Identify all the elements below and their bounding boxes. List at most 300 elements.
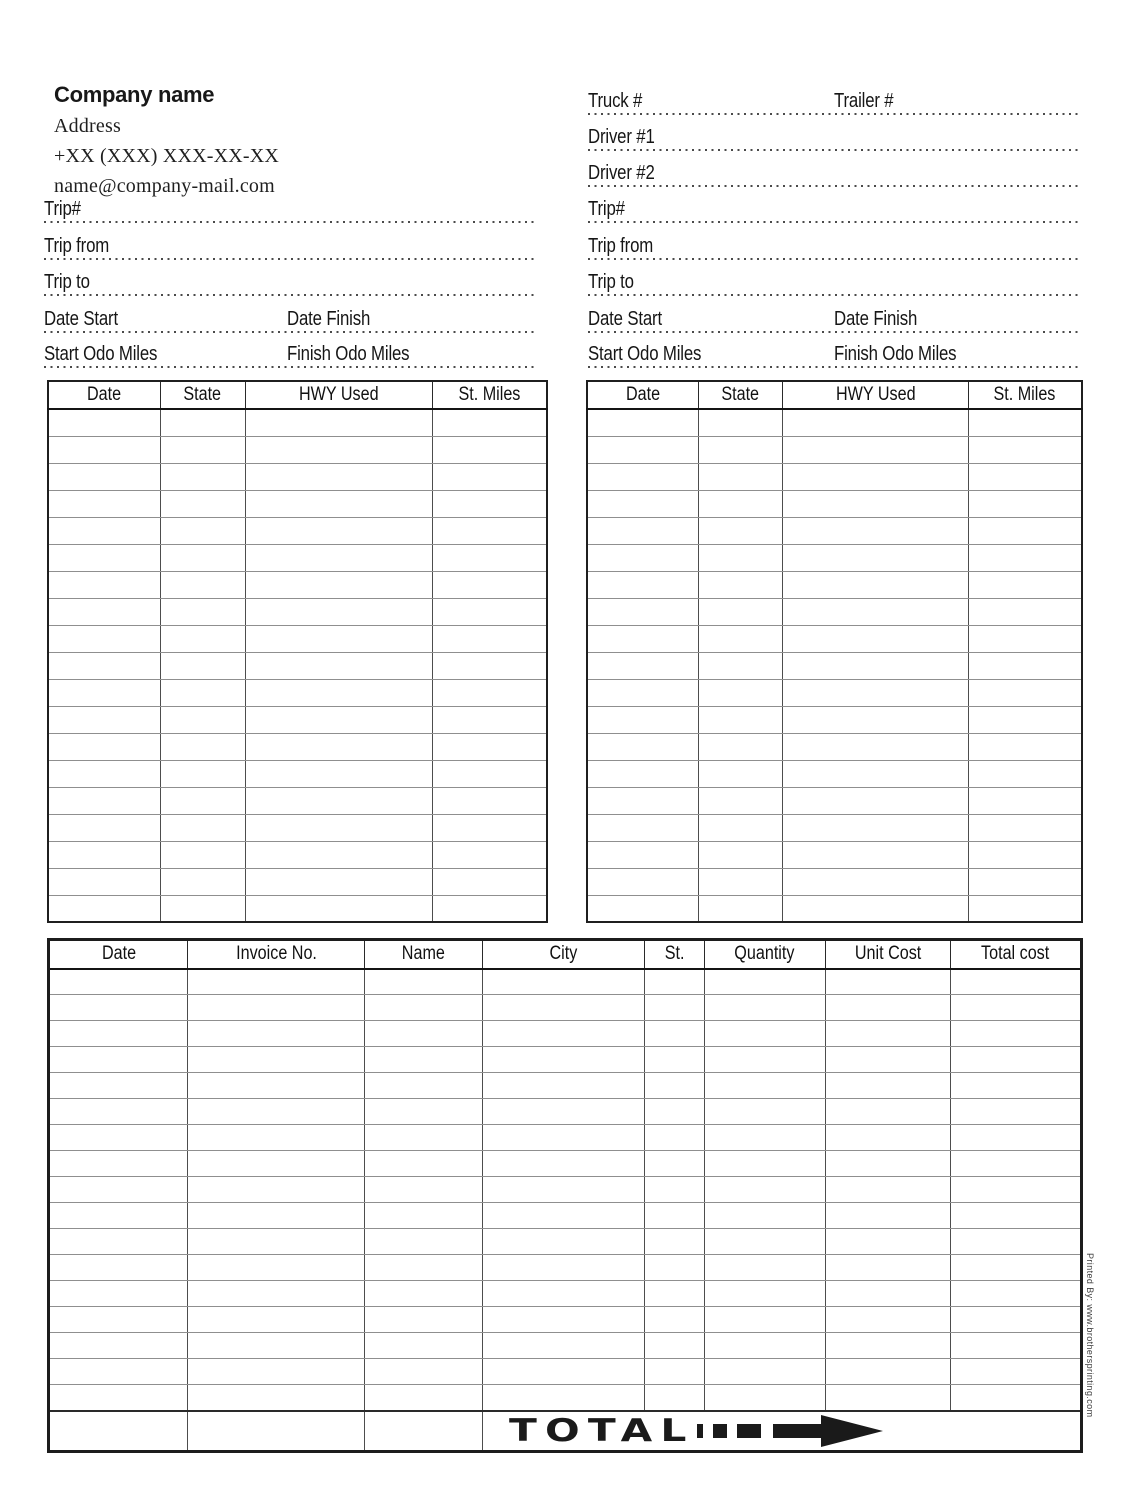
empty-cell	[950, 1073, 1081, 1099]
empty-cell	[704, 1333, 825, 1359]
empty-cell	[482, 1333, 644, 1359]
empty-cell	[968, 463, 1082, 490]
empty-cell	[365, 1125, 483, 1151]
empty-cell	[968, 544, 1082, 571]
empty-cell	[825, 1333, 950, 1359]
empty-cell	[950, 1099, 1081, 1125]
empty-cell	[245, 463, 432, 490]
empty-cell	[704, 1385, 825, 1411]
field-driver-2	[588, 159, 1080, 187]
empty-cell	[950, 1151, 1081, 1177]
trip-table-left	[47, 380, 548, 923]
empty-cell	[365, 1307, 483, 1333]
empty-cell	[482, 1359, 644, 1385]
empty-cell	[188, 1411, 365, 1452]
empty-cell	[704, 1307, 825, 1333]
empty-cell	[48, 841, 160, 868]
empty-cell	[245, 625, 432, 652]
table-row	[48, 625, 547, 652]
table-row	[48, 706, 547, 733]
empty-cell	[645, 995, 705, 1021]
empty-cell	[432, 814, 547, 841]
empty-cell	[49, 1385, 188, 1411]
total-row	[49, 1411, 1082, 1452]
table-row	[48, 544, 547, 571]
empty-cell	[587, 760, 698, 787]
empty-cell	[645, 1307, 705, 1333]
column-header-label: Quantity	[734, 943, 795, 965]
empty-cell	[783, 517, 969, 544]
table-row	[48, 895, 547, 922]
empty-cell	[49, 1307, 188, 1333]
table-row	[48, 463, 547, 490]
empty-cell	[950, 969, 1081, 995]
field-label: Driver #2	[588, 162, 655, 184]
empty-cell	[825, 1203, 950, 1229]
empty-cell	[48, 868, 160, 895]
table-row	[48, 733, 547, 760]
field-label: Trip from	[44, 235, 110, 257]
empty-cell	[587, 868, 698, 895]
field-trip	[588, 195, 1080, 223]
table-row	[49, 1151, 1082, 1177]
empty-cell	[783, 706, 969, 733]
empty-cell	[482, 1151, 644, 1177]
empty-cell	[698, 490, 782, 517]
field-label: Trip to	[44, 271, 90, 293]
empty-cell	[968, 868, 1082, 895]
empty-cell	[365, 1177, 483, 1203]
table-row	[587, 652, 1082, 679]
empty-cell	[783, 733, 969, 760]
empty-cell	[704, 1229, 825, 1255]
empty-cell	[160, 841, 245, 868]
column-header-hwy-used	[245, 381, 432, 409]
empty-cell	[950, 1125, 1081, 1151]
empty-cell	[825, 1125, 950, 1151]
empty-cell	[432, 409, 547, 436]
empty-cell	[968, 598, 1082, 625]
table-row	[48, 652, 547, 679]
table-row	[49, 1047, 1082, 1073]
empty-cell	[968, 841, 1082, 868]
empty-cell	[49, 1047, 188, 1073]
table-row	[587, 517, 1082, 544]
dotted-fill-line	[588, 366, 1080, 368]
empty-cell	[245, 841, 432, 868]
table-row	[587, 598, 1082, 625]
empty-cell	[783, 814, 969, 841]
dotted-fill-line	[44, 258, 538, 260]
table-row	[49, 1307, 1082, 1333]
empty-cell	[968, 679, 1082, 706]
empty-cell	[48, 679, 160, 706]
empty-cell	[825, 1307, 950, 1333]
column-header-label: Invoice No.	[235, 943, 317, 965]
field-label-date-finish: Date Finish	[834, 308, 918, 330]
empty-cell	[482, 1385, 644, 1411]
column-header-label: City	[549, 943, 578, 965]
dotted-fill-line	[588, 331, 1080, 333]
empty-cell	[432, 571, 547, 598]
empty-cell	[968, 733, 1082, 760]
column-header-total-cost	[950, 940, 1081, 969]
empty-cell	[188, 1073, 365, 1099]
table-row	[587, 895, 1082, 922]
empty-cell	[825, 1047, 950, 1073]
empty-cell	[48, 571, 160, 598]
column-header-state	[160, 381, 245, 409]
empty-cell	[698, 463, 782, 490]
empty-cell	[48, 787, 160, 814]
empty-cell	[48, 436, 160, 463]
empty-cell	[587, 679, 698, 706]
table-row	[49, 1333, 1082, 1359]
empty-cell	[245, 895, 432, 922]
empty-cell	[49, 969, 188, 995]
empty-cell	[645, 1333, 705, 1359]
arrow-dash-1	[697, 1424, 703, 1438]
column-header-st-miles	[432, 381, 547, 409]
column-header-name	[365, 940, 483, 969]
column-header-label: Date	[101, 943, 136, 965]
table-row	[587, 625, 1082, 652]
empty-cell	[245, 868, 432, 895]
empty-cell	[48, 760, 160, 787]
company-phone: +XX (XXX) XXX-XX-XX	[54, 145, 280, 167]
empty-cell	[160, 436, 245, 463]
empty-cell	[645, 1229, 705, 1255]
empty-cell	[49, 1333, 188, 1359]
table-row	[49, 1229, 1082, 1255]
empty-cell	[968, 814, 1082, 841]
empty-cell	[365, 1099, 483, 1125]
empty-cell	[783, 679, 969, 706]
empty-cell	[950, 1047, 1081, 1073]
empty-cell	[48, 409, 160, 436]
empty-cell	[245, 760, 432, 787]
empty-cell	[704, 969, 825, 995]
empty-cell	[825, 995, 950, 1021]
field-label-finish-odo-miles: Finish Odo Miles	[834, 343, 957, 365]
total-merged-cell	[482, 1411, 1081, 1452]
empty-cell	[160, 652, 245, 679]
empty-cell	[49, 1255, 188, 1281]
empty-cell	[482, 1099, 644, 1125]
empty-cell	[698, 544, 782, 571]
table-row	[48, 517, 547, 544]
empty-cell	[825, 1021, 950, 1047]
empty-cell	[482, 1307, 644, 1333]
empty-cell	[698, 436, 782, 463]
empty-cell	[482, 1281, 644, 1307]
empty-cell	[825, 1359, 950, 1385]
empty-cell	[587, 409, 698, 436]
empty-cell	[698, 814, 782, 841]
empty-cell	[825, 1255, 950, 1281]
empty-cell	[704, 1047, 825, 1073]
field-start-odo-miles	[588, 340, 1080, 368]
column-header-label: Date	[87, 384, 122, 405]
table-row	[587, 814, 1082, 841]
company-email: name@company-mail.com	[54, 175, 275, 197]
empty-cell	[432, 652, 547, 679]
empty-cell	[432, 490, 547, 517]
empty-cell	[432, 463, 547, 490]
empty-cell	[968, 571, 1082, 598]
empty-cell	[432, 895, 547, 922]
empty-cell	[48, 625, 160, 652]
empty-cell	[704, 1021, 825, 1047]
dotted-fill-line	[44, 331, 538, 333]
table-row	[587, 409, 1082, 436]
empty-cell	[704, 1359, 825, 1385]
empty-cell	[160, 517, 245, 544]
field-trip-from	[44, 232, 538, 260]
empty-cell	[245, 517, 432, 544]
empty-cell	[587, 490, 698, 517]
table-row	[49, 1177, 1082, 1203]
table-row	[49, 995, 1082, 1021]
empty-cell	[645, 1255, 705, 1281]
empty-cell	[160, 868, 245, 895]
dotted-fill-line	[44, 294, 538, 296]
empty-cell	[365, 1411, 483, 1452]
empty-cell	[188, 1177, 365, 1203]
field-label: Trip from	[588, 235, 654, 257]
total-label: TOTAL	[508, 1412, 695, 1449]
empty-cell	[482, 969, 644, 995]
empty-cell	[365, 995, 483, 1021]
empty-cell	[188, 1099, 365, 1125]
empty-cell	[482, 1177, 644, 1203]
table-row	[48, 814, 547, 841]
empty-cell	[49, 1151, 188, 1177]
empty-cell	[783, 868, 969, 895]
right-arrow-icon	[773, 1415, 883, 1447]
empty-cell	[160, 895, 245, 922]
empty-cell	[188, 1281, 365, 1307]
column-header-city	[482, 940, 644, 969]
column-header-invoice-no	[188, 940, 365, 969]
empty-cell	[188, 1255, 365, 1281]
table-row	[48, 868, 547, 895]
empty-cell	[645, 1099, 705, 1125]
empty-cell	[968, 787, 1082, 814]
column-header-label: St.	[664, 943, 685, 965]
column-header-unit-cost	[825, 940, 950, 969]
table-row	[49, 1255, 1082, 1281]
column-header-label: HWY Used	[298, 384, 379, 405]
field-label: Trip to	[588, 271, 634, 293]
empty-cell	[432, 436, 547, 463]
empty-cell	[587, 895, 698, 922]
table-row	[587, 706, 1082, 733]
column-header-label: State	[183, 384, 222, 405]
empty-cell	[432, 868, 547, 895]
table-row	[48, 490, 547, 517]
empty-cell	[825, 1151, 950, 1177]
empty-cell	[825, 1229, 950, 1255]
arrow-dashes	[697, 1415, 883, 1447]
empty-cell	[587, 706, 698, 733]
field-label: Trip#	[44, 198, 81, 220]
empty-cell	[825, 1073, 950, 1099]
empty-cell	[950, 1333, 1081, 1359]
empty-cell	[950, 1359, 1081, 1385]
field-label: Truck #	[588, 90, 643, 112]
empty-cell	[160, 787, 245, 814]
column-header-date	[48, 381, 160, 409]
empty-cell	[587, 598, 698, 625]
empty-cell	[245, 814, 432, 841]
empty-cell	[968, 895, 1082, 922]
empty-cell	[48, 490, 160, 517]
empty-cell	[783, 841, 969, 868]
empty-cell	[783, 625, 969, 652]
empty-cell	[245, 436, 432, 463]
empty-cell	[160, 760, 245, 787]
empty-cell	[188, 1359, 365, 1385]
arrow-shaft	[773, 1424, 821, 1438]
dotted-fill-line	[44, 221, 538, 223]
empty-cell	[188, 1385, 365, 1411]
empty-cell	[245, 571, 432, 598]
empty-cell	[950, 1177, 1081, 1203]
field-trip-to	[44, 268, 538, 296]
empty-cell	[432, 706, 547, 733]
expense-table	[47, 938, 1083, 1453]
empty-cell	[704, 995, 825, 1021]
empty-cell	[160, 463, 245, 490]
empty-cell	[482, 1073, 644, 1099]
column-header-quantity	[704, 940, 825, 969]
field-label-trailer: Trailer #	[834, 90, 894, 112]
empty-cell	[704, 1073, 825, 1099]
empty-cell	[698, 517, 782, 544]
empty-cell	[365, 1151, 483, 1177]
empty-cell	[783, 787, 969, 814]
empty-cell	[968, 625, 1082, 652]
empty-cell	[188, 969, 365, 995]
empty-cell	[698, 625, 782, 652]
table-row	[48, 841, 547, 868]
table-row	[49, 1073, 1082, 1099]
field-label: Start Odo Miles	[44, 343, 158, 365]
empty-cell	[645, 1021, 705, 1047]
field-trip	[44, 195, 538, 223]
empty-cell	[825, 1099, 950, 1125]
empty-cell	[783, 409, 969, 436]
empty-cell	[968, 517, 1082, 544]
table-row	[587, 679, 1082, 706]
field-driver-1	[588, 123, 1080, 151]
empty-cell	[783, 598, 969, 625]
table-row	[48, 679, 547, 706]
empty-cell	[587, 787, 698, 814]
table-row	[49, 1203, 1082, 1229]
empty-cell	[968, 490, 1082, 517]
empty-cell	[245, 652, 432, 679]
empty-cell	[645, 1359, 705, 1385]
empty-cell	[698, 652, 782, 679]
empty-cell	[49, 1281, 188, 1307]
empty-cell	[49, 1125, 188, 1151]
empty-cell	[432, 760, 547, 787]
empty-cell	[950, 1203, 1081, 1229]
empty-cell	[587, 841, 698, 868]
table-row	[48, 571, 547, 598]
empty-cell	[432, 679, 547, 706]
empty-cell	[587, 652, 698, 679]
total-arrow-graphic	[483, 1412, 1080, 1450]
empty-cell	[825, 969, 950, 995]
field-label-date-finish: Date Finish	[287, 308, 371, 330]
empty-cell	[950, 1307, 1081, 1333]
empty-cell	[783, 652, 969, 679]
field-trip-from	[588, 232, 1080, 260]
empty-cell	[645, 1203, 705, 1229]
empty-cell	[704, 1203, 825, 1229]
empty-cell	[48, 652, 160, 679]
empty-cell	[645, 969, 705, 995]
dotted-fill-line	[588, 221, 1080, 223]
field-truck	[588, 87, 1080, 115]
column-header-label: Date	[625, 384, 660, 405]
table-row	[587, 436, 1082, 463]
arrow-dash-2	[713, 1424, 727, 1438]
empty-cell	[645, 1073, 705, 1099]
field-date-start	[44, 305, 538, 333]
empty-cell	[704, 1177, 825, 1203]
empty-cell	[950, 995, 1081, 1021]
empty-cell	[587, 463, 698, 490]
empty-cell	[49, 1099, 188, 1125]
empty-cell	[968, 760, 1082, 787]
empty-cell	[698, 571, 782, 598]
empty-cell	[160, 571, 245, 598]
table-row	[49, 1021, 1082, 1047]
field-start-odo-miles	[44, 340, 538, 368]
empty-cell	[49, 1177, 188, 1203]
empty-cell	[365, 1359, 483, 1385]
column-header-label: HWY Used	[835, 384, 916, 405]
column-header-label: Name	[401, 943, 446, 965]
empty-cell	[704, 1255, 825, 1281]
table-row	[587, 841, 1082, 868]
dotted-fill-line	[588, 149, 1080, 151]
empty-cell	[587, 814, 698, 841]
empty-cell	[432, 787, 547, 814]
table-row	[49, 1125, 1082, 1151]
column-header-label: St. Miles	[993, 384, 1056, 405]
empty-cell	[365, 1385, 483, 1411]
empty-cell	[968, 706, 1082, 733]
table-row	[49, 1385, 1082, 1411]
dotted-fill-line	[44, 366, 538, 368]
empty-cell	[365, 1021, 483, 1047]
empty-cell	[587, 544, 698, 571]
dotted-fill-line	[588, 185, 1080, 187]
empty-cell	[645, 1385, 705, 1411]
column-header-date	[49, 940, 188, 969]
empty-cell	[968, 436, 1082, 463]
empty-cell	[950, 1281, 1081, 1307]
empty-cell	[968, 409, 1082, 436]
empty-cell	[698, 895, 782, 922]
empty-cell	[160, 733, 245, 760]
empty-cell	[587, 625, 698, 652]
